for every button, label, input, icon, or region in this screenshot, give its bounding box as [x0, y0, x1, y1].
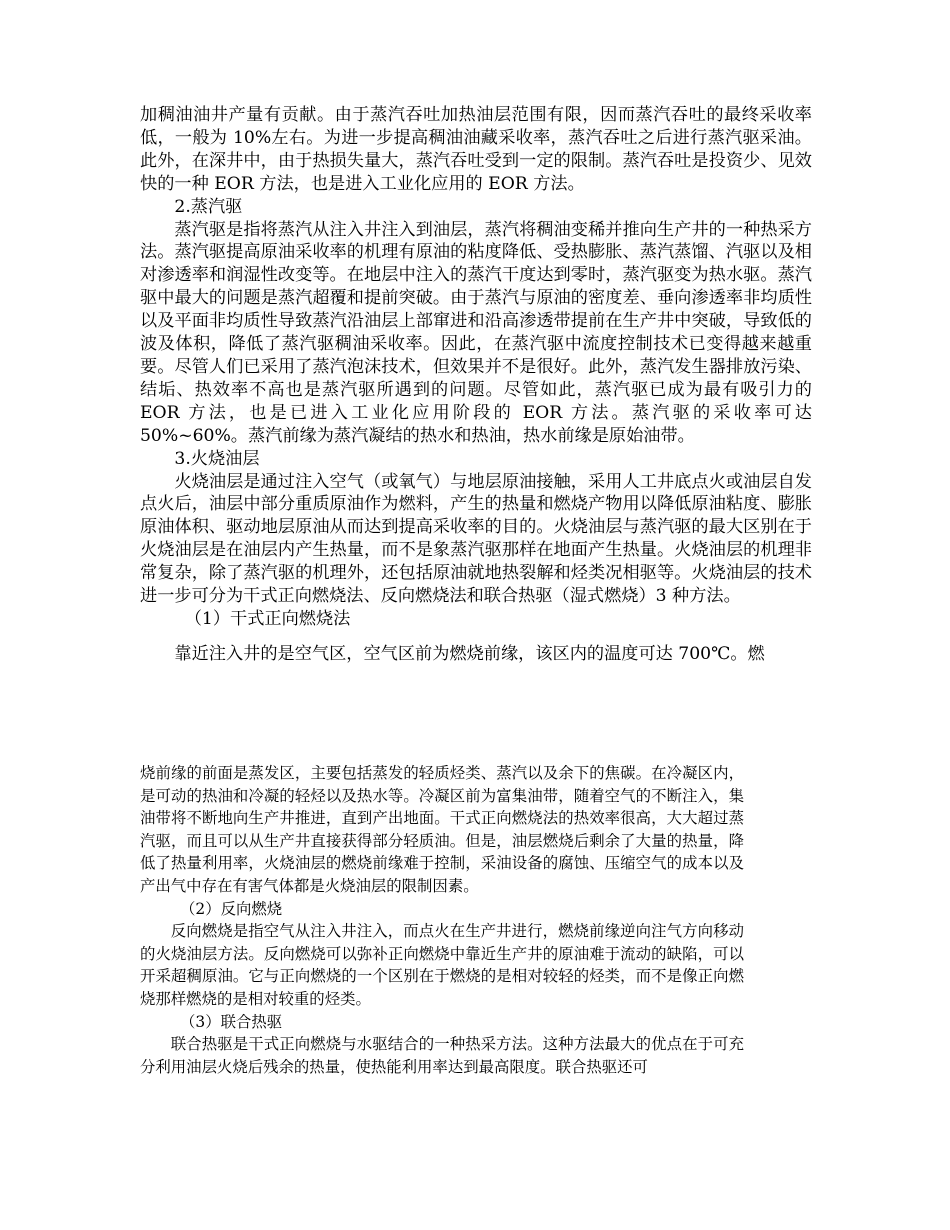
- upper-text-block: [140, 104, 812, 666]
- section-heading-in-situ-combustion: 3.火烧油层: [174, 448, 260, 469]
- paragraph-in-situ-combustion: 火烧油层是通过注入空气（或氧气）与地层原油接触，采用人工井底点火或油层自发点火后，油层中部分重质原油作为燃料，产生的热量和燃烧产物用以降低原油粘度、膨胀原油体积、驱动地层原油从而达到提高采收率的目的。火烧油层与蒸汽驱的最大区别在于火烧油层是在油层内产生热量，而不是象蒸汽驱那样在地面产生热量。火烧油层的机理非常复杂，除了蒸汽驱的机理外，还包括原油就地热裂解和烃类况相驱等。火烧油层的技术进一步可分为干式正向燃烧法、反向燃烧法和联合热驱（湿式燃烧）3 种方法。: [140, 471, 812, 607]
- paragraph-dry-forward-body: 烧前缘的前面是蒸发区，主要包括蒸发的轻质烃类、蒸汽以及余下的焦碳。在冷凝区内，是可动的热油和冷凝的轻烃以及热水等。冷凝区前为富集油带，随着空气的不断注入，集油带将不断地向生产井推进，直到产出地面。干式正向燃烧法的热效率很高，大大超过蒸汽驱，而且可以从生产井直接获得部分轻质油。但是，油层燃烧后剩余了大量的热量，降低了热量利用率，火烧油层的燃烧前缘难于控制，采油设备的腐蚀、压缩空气的成本以及产出气中存在有害气体都是火烧油层的限制因素。: [140, 764, 744, 895]
- subsection-heading-combined-thermal-drive: （3）联合热驱: [180, 1012, 283, 1031]
- lower-text-block: [140, 762, 744, 1078]
- spacer: [140, 631, 812, 643]
- paragraph-combined-thermal-drive: 联合热驱是干式正向燃烧与水驱结合的一种热采方法。这种方法最大的优点在于可充分利用油层火烧后残余的热量，使热能利用率达到最高限度。联合热驱还可: [140, 1035, 744, 1076]
- paragraph-reverse-combustion: 反向燃烧是指空气从注入井注入，而点火在生产井进行，燃烧前缘逆向注气方向移动的火烧油层方法。反向燃烧可以弥补正向燃烧中靠近生产井的原油难于流动的缺陷，可以开采超稠原油。它与正向燃烧的一个区别在于燃烧的是相对较轻的烃类，而不是像正向燃烧那样燃烧的是相对较重的烃类。: [140, 922, 744, 1008]
- paragraph-dry-forward-intro: 靠近注入井的是空气区，空气区前为燃烧前缘，该区内的温度可达 700℃。燃: [174, 643, 765, 664]
- paragraph-steam-drive: 蒸汽驱是指将蒸汽从注入井注入到油层，蒸汽将稠油变稀并推向生产井的一种热采方法。蒸汽驱提高原油采收率的机理有原油的粘度降低、受热膨胀、蒸汽蒸馏、汽驱以及相对渗透率和润湿性改变等。在地层中注入的蒸汽干度达到零时，蒸汽驱变为热水驱。蒸汽驱中最大的问题是蒸汽超覆和提前突破。由于蒸汽与原油的密度差、垂向渗透率非均质性以及平面非均质性导致蒸汽沿油层上部窜进和沿高渗透带提前在生产井中突破，导致低的波及体积，降低了蒸汽驱稠油采收率。因此，在蒸汽驱中流度控制技术已变得越来越重要。尽管人们已采用了蒸汽泡沫技术，但效果并不是很好。此外，蒸汽发生器排放污染、结垢、热效率不高也是蒸汽驱所遇到的问题。尽管如此，蒸汽驱已成为最有吸引力的 EOR 方法，也是已进入工业化应用阶段的 EOR 方法。蒸汽驱的采收率可达 50%~60%。蒸汽前缘为蒸汽凝结的热水和热油，热水前缘是原始油带。: [140, 219, 812, 446]
- paragraph-continuation: 加稠油油井产量有贡献。由于蒸汽吞吐加热油层范围有限，因而蒸汽吞吐的最终采收率低，一般为 10%左右。为进一步提高稠油油藏采收率，蒸汽吞吐之后进行蒸汽驱采油。此外，在深井中，由于热损失量大，蒸汽吞吐受到一定的限制。蒸汽吞吐是投资少、见效快的一种 EOR 方法，也是进入工业化应用的 EOR 方法。: [140, 105, 812, 194]
- subsection-heading-dry-forward-combustion: （1）干式正向燃烧法: [184, 608, 351, 629]
- subsection-heading-reverse-combustion: （2）反向燃烧: [180, 899, 283, 918]
- section-heading-steam-drive: 2.蒸汽驱: [174, 196, 243, 217]
